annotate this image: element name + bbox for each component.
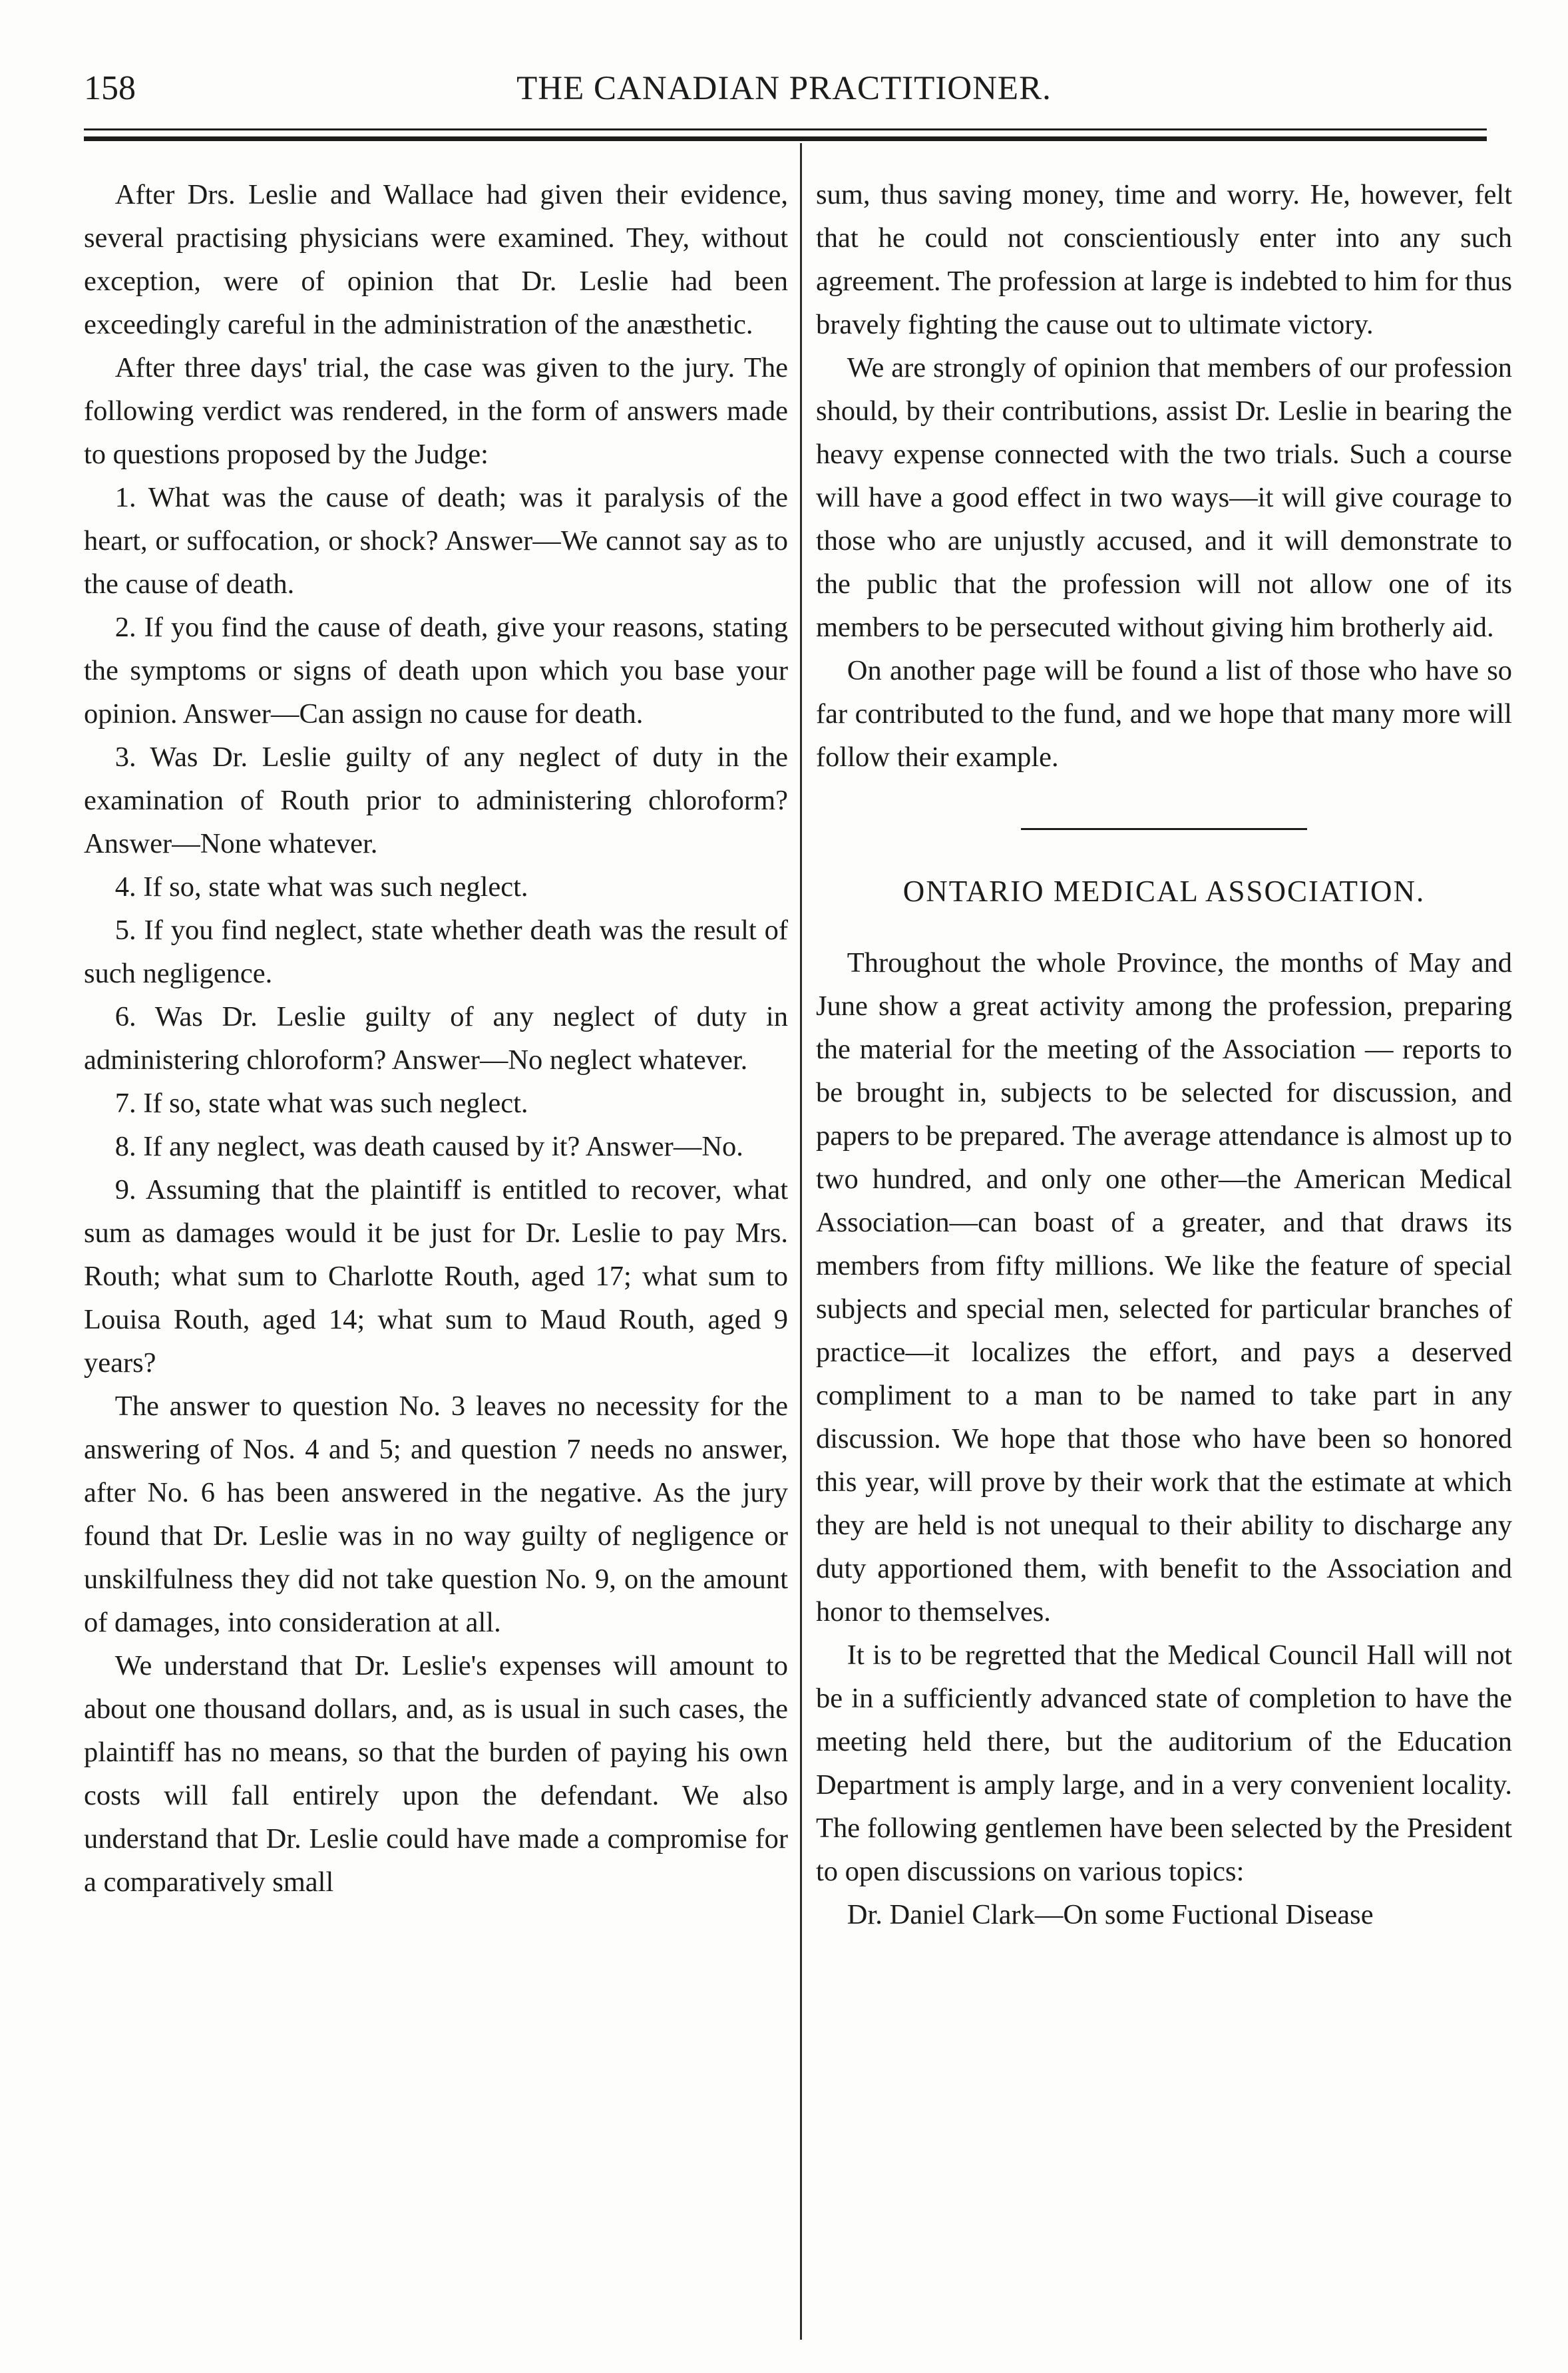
verdict-question-3: 3. Was Dr. Leslie guilty of any neglect of duty in the examination of Routh prior to administering chloroform? Answer—None whatever. bbox=[84, 742, 788, 859]
paragraph: Throughout the whole Province, the months of May and June show a great activity among the profession, preparing the material for the meeting of the Association — reports to be brought in, subjects to be selected for discussion, and papers to be prepared. The average attendance is almost up to two hundred, and only one other—the American Medical Association—can boast of a greater, and that draws its members from fifty millions. We like the feature of special subjects and special men, selected for particular branches of practice—it localizes the effort, and pays a deserved compliment to a man to be named to take part in any discussion. We hope that those who have been so honored this year, will prove by their work that the estimate at which they are held is not unequal to their ability to discharge any duty apportioned them, with benefit to the Association and honor to themselves. bbox=[816, 947, 1512, 1627]
verdict-question-2: 2. If you find the cause of death, give your reasons, stating the symptoms or signs of death upon which you base your opinion. Answer—Can assign no cause for death. bbox=[84, 612, 788, 730]
verdict-question-8: 8. If any neglect, was death caused by it? Answer—No. bbox=[114, 1131, 743, 1162]
paragraph: We are strongly of opinion that members of our profession should, by their contributions, assist Dr. Leslie in bearing the heavy expense connected with the two trials. Such a course will have a good effect in two ways—it will give courage to those who are unjustly accused, and it will demonstrate to the public that the profession will not allow one of its members to be persecuted without giving him brotherly aid. bbox=[816, 352, 1512, 643]
verdict-question-9: 9. Assuming that the plaintiff is entitled to recover, what sum as damages would it be just for Dr. Leslie to pay Mrs. Routh; what sum to Charlotte Routh, aged 17; what sum to Louisa Routh, aged 14; what sum to Maud Routh, aged 9 years? bbox=[84, 1174, 788, 1379]
right-column bbox=[816, 173, 1512, 1936]
header-rule-thick bbox=[84, 136, 1487, 141]
header-rule-thin bbox=[84, 128, 1487, 130]
section-divider bbox=[1021, 828, 1307, 830]
paragraph: It is to be regretted that the Medical Council Hall will not be in a sufficiently advanced state of completion to have the meeting held there, but the auditorium of the Education Department is amply large, and in a very convenient locality. The following gentlemen have been selected by the President to open discussions on various topics: bbox=[816, 1639, 1512, 1887]
continued-paragraph: sum, thus saving money, time and worry. He, however, felt that he could not conscientiously enter into any such agreement. The profession at large is indebted to him for thus bravely fighting the cause out to ultimate victory. bbox=[816, 179, 1512, 340]
paragraph: On another page will be found a list of those who have so far contributed to the fund, and we hope that many more will follow their example. bbox=[816, 655, 1512, 773]
verdict-question-5: 5. If you find neglect, state whether death was the result of such negligence. bbox=[84, 915, 788, 989]
paragraph: The answer to question No. 3 leaves no necessity for the answering of Nos. 4 and 5; and question 7 needs no answer, after No. 6 has been answered in the negative. As the jury found that Dr. Leslie was in no way guilty of negligence or unskilfulness they did not take question No. 9, on the amount of damages, into consideration at all. bbox=[84, 1391, 788, 1638]
running-title: THE CANADIAN PRACTITIONER. bbox=[516, 70, 1052, 107]
page-number: 158 bbox=[84, 69, 136, 107]
page-header bbox=[0, 59, 1568, 118]
left-column bbox=[84, 173, 788, 1904]
verdict-question-4: 4. If so, state what was such neglect. bbox=[114, 871, 528, 903]
paragraph: Dr. Daniel Clark—On some Fuctional Disease bbox=[847, 1899, 1374, 1930]
column-divider bbox=[800, 143, 802, 2340]
paragraph: After Drs. Leslie and Wallace had given their evidence, several practising physicians were examined. They, without exception, were of opinion that Dr. Leslie had been exceedingly careful in the administration of the anæsthetic. bbox=[84, 179, 788, 340]
verdict-question-6: 6. Was Dr. Leslie guilty of any neglect of duty in administering chloroform? Answer—No neglect whatever. bbox=[84, 1001, 788, 1076]
verdict-question-1: 1. What was the cause of death; was it paralysis of the heart, or suffocation, or shock? Answer—We cannot say as to the cause of death. bbox=[84, 482, 788, 600]
paragraph: We understand that Dr. Leslie's expenses will amount to about one thousand dollars, and, as is usual in such cases, the plaintiff has no means, so that the burden of paying his own costs will fall entirely upon the defendant. We also understand that Dr. Leslie could have made a compromise for a comparatively small bbox=[84, 1650, 788, 1898]
paragraph: After three days' trial, the case was given to the jury. The following verdict was rendered, in the form of answers made to questions proposed by the Judge: bbox=[84, 352, 788, 470]
section-heading: ONTARIO MEDICAL ASSOCIATION. bbox=[902, 875, 1426, 908]
verdict-question-7: 7. If so, state what was such neglect. bbox=[114, 1088, 528, 1119]
